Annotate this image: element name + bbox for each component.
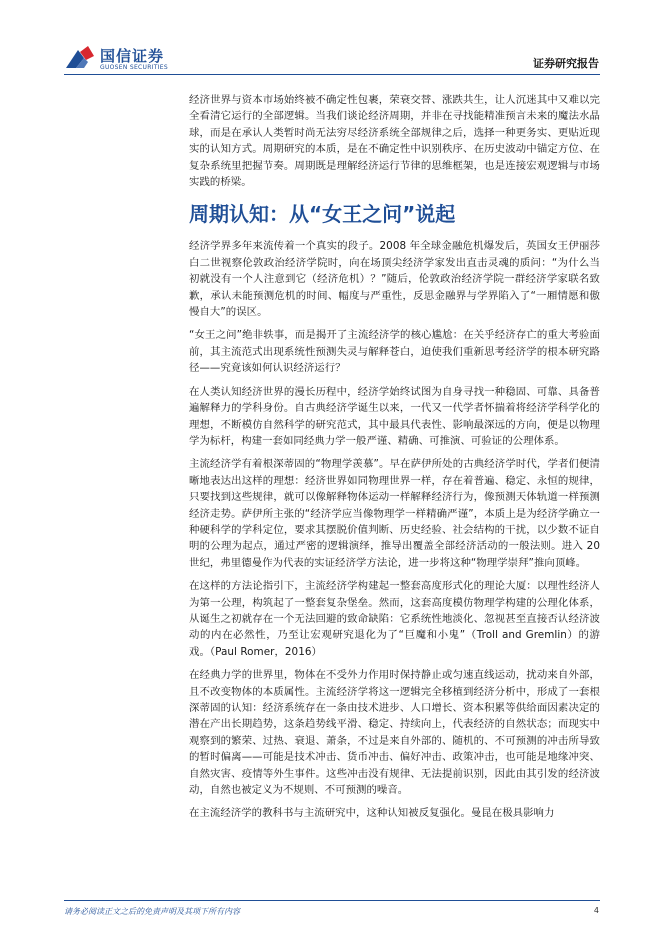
body-paragraph-1: 经济学界多年来流传着一个真实的段子。2008 年全球金融危机爆发后，英国女王伊丽莎白二世视察伦敦政治经济学院时，向在场顶尖经济学家发出直击灵魂的质问：“为什么当初就没有一个人注意到它（经济危机）？”随后，伦敦政治经济学院一群经济学家联名致歉，承认未能预测危机的时间、幅度与严重性，反思金融界与学界陷入了“一厢情愿和傲慢自大”的误区。 [189, 240, 600, 319]
logo-mark-icon [64, 44, 96, 72]
report-body [189, 92, 600, 829]
intro-paragraph: 经济世界与资本市场始终被不确定性包裹，荣衰交替、涨跌共生，让人沉迷其中又难以完全看清它运行的全部逻辑。当我们谈论经济周期，并非在寻找能精准预言未来的魔法水晶球，而是在承认人类暂时尚无法穷尽经济系统全部规律之后，选择一种更务实、更贴近现实的认知方式。周期研究的本质，是在不确定性中识别秩序、在历史波动中锚定方位、在复杂系统里把握节奏。周期既是理解经济运行节律的思维框架，也是连接宏观逻辑与市场实践的桥梁。 [189, 94, 600, 189]
document-type-label: 证券研究报告 [533, 57, 599, 70]
header-divider [64, 74, 600, 75]
logo-chinese-text: 国信证券 [100, 47, 165, 65]
body-paragraph-7: 在主流经济学的教科书与主流研究中，这种认知被反复强化。曼昆在极具影响力 [189, 807, 555, 820]
section-title: 周期认知：从“女王之问”说起 [189, 202, 456, 227]
body-paragraph-3: 在人类认知经济世界的漫长历程中，经济学始终试图为自身寻找一种稳固、可靠、具备普遍解释力的学科身份。自古典经济学诞生以来，一代又一代学者怀揣着将经济学科学化的理想，不断模仿自然科学的研究范式，其中最具代表性、影响最深远的方向，便是以物理学为标杆，构建一套如同经典力学一般严谨、精确、可推演、可验证的公理体系。 [189, 385, 600, 447]
body-paragraph-5: 在这样的方法论指引下，主流经济学构建起一整套高度形式化的理论大厦：以理性经济人为第一公理，构筑起了一整套复杂堡垒。然而，这套高度模仿物理学构建的公理化体系，从诞生之初就存在一个无法回避的致命缺陷：它系统性地淡化、忽视甚至直接否认经济波动的内在必然性，乃至让宏观研究退化为了“巨魔和小鬼”（Troll and Gremlin）的游戏。（Paul Romer，2016） [189, 580, 600, 658]
company-logo [64, 44, 204, 74]
body-paragraph-4: 主流经济学有着根深蒂固的“物理学羡慕”。早在萨伊所处的古典经济学时代，学者们便清晰地表达出这样的理想：经济世界如同物理世界一样，存在着普遍、稳定、永恒的规律，只要找到这些规律，就可以像解释物体运动一样解释经济行为，像预测天体轨道一样预测经济走势。萨伊所主张的“经济学应当像物理学一样精确严谨”，本质上是为经济学确立一种硬科学的学科定位，要求其摆脱价值判断、历史经验、社会结构的干扰，以少数不证自明的公理为起点，通过严密的逻辑演绎，推导出覆盖全部经济活动的一般法则。进入 20 世纪，弗里德曼作为代表的实证经济学方法论，进一步将这种“物理学崇拜”推向顶峰。 [189, 458, 600, 569]
footer-disclaimer: 请务必阅读正文之后的免责声明及其项下所有内容 [64, 907, 240, 916]
logo-english-text: GUOSEN SECURITIES [100, 64, 169, 71]
body-paragraph-2: “女王之问”绝非轶事，而是揭开了主流经济学的核心尴尬：在关乎经济存亡的重大考验面前，其主流范式出现系统性预测失灵与解释苍白，迫使我们重新思考经济学的根本研究路径——究竟该如何认识经济运行？ [189, 329, 600, 375]
page-header [0, 0, 662, 80]
page-number: 4 [593, 906, 599, 915]
footer-divider [64, 900, 600, 901]
body-paragraph-6: 在经典力学的世界里，物体在不受外力作用时保持静止或匀速直线运动，扰动来自外部，且不改变物体的本质属性。主流经济学将这一逻辑完全移植到经济分析中，形成了一套根深蒂固的认知：经济系统存在一条由技术进步、人口增长、资本积累等供给面因素决定的潜在产出长期趋势，这条趋势线平滑、稳定、持续向上，代表经济的自然状态；而现实中观察到的繁荣、过热、衰退、萧条，不过是来自外部的、随机的、不可预测的冲击所导致的暂时偏离——可能是技术冲击、货币冲击、偏好冲击、政策冲击，也可能是地缘冲突、自然灾害、疫情等外生事件。这些冲击没有规律、无法提前识别，因此由其引发的经济波动，自然也被定义为不规则、不可预测的噪音。 [189, 669, 600, 797]
